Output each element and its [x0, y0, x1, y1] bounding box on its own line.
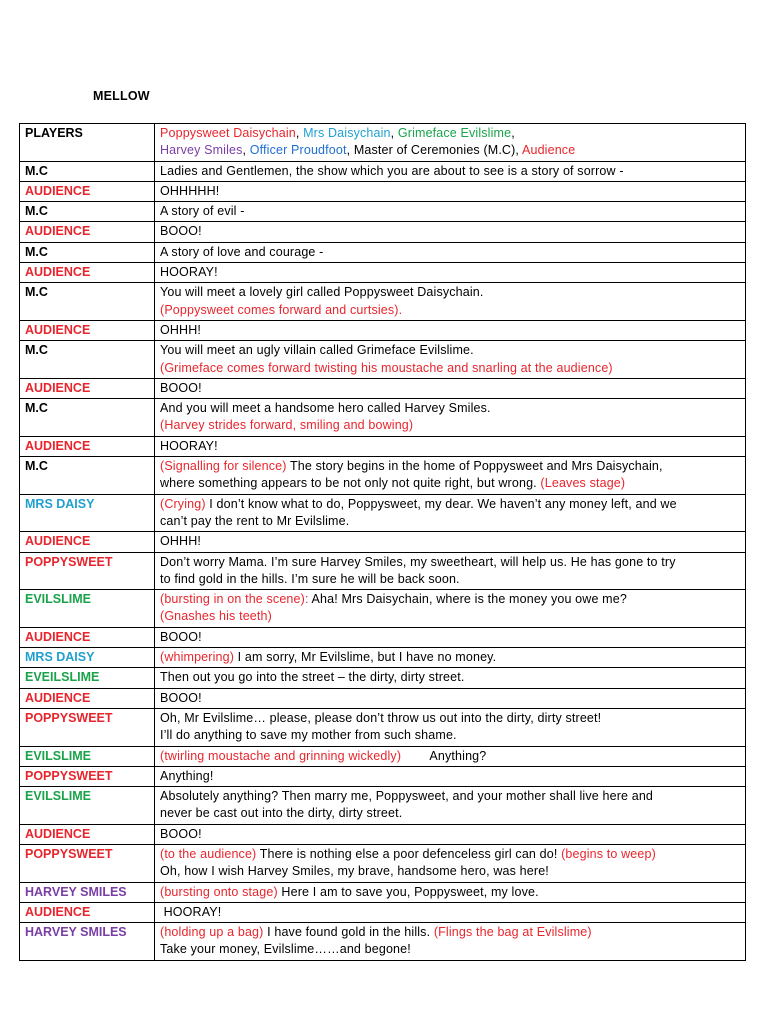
line-text — [160, 400, 741, 417]
line-segment: BOOO! — [160, 380, 202, 395]
line-text — [160, 788, 741, 805]
line-text — [160, 475, 741, 492]
script-row — [20, 824, 746, 844]
line-text — [160, 904, 741, 921]
speaker-cell: M.C — [20, 341, 155, 379]
line-text — [160, 649, 741, 666]
script-row — [20, 766, 746, 786]
line-segment: OHHH! — [160, 322, 202, 337]
line-segment: The story begins in the home of Poppysweet and Mrs Daisychain, — [286, 459, 663, 474]
line-text — [160, 629, 741, 646]
speaker-cell: POPPYSWEET — [20, 552, 155, 590]
line-segment: And you will meet a handsome hero called Harvey Smiles. — [160, 401, 491, 416]
script-row — [20, 688, 746, 708]
script-row — [20, 494, 746, 532]
line-cell — [155, 648, 746, 668]
speaker-cell: AUDIENCE — [20, 378, 155, 398]
line-text — [160, 380, 741, 397]
line-text — [160, 125, 741, 142]
line-segment: where something appears to be not only not quite right, but wrong. — [160, 476, 541, 491]
line-text — [160, 768, 741, 785]
line-text — [160, 669, 741, 686]
line-segment: I am sorry, Mr Evilslime, but I have no money. — [234, 650, 497, 665]
script-row — [20, 124, 746, 162]
line-cell — [155, 708, 746, 746]
script-row — [20, 320, 746, 340]
line-text — [160, 203, 741, 220]
speaker-cell: AUDIENCE — [20, 181, 155, 201]
line-cell — [155, 242, 746, 262]
line-text — [160, 513, 741, 530]
line-text — [160, 533, 741, 550]
line-segment: , Master of Ceremonies (M.C), — [346, 143, 522, 158]
stage-direction: (Harvey strides forward, smiling and bowing) — [160, 418, 414, 433]
stage-direction: (holding up a bag) — [160, 925, 264, 940]
speaker-cell: AUDIENCE — [20, 824, 155, 844]
script-row — [20, 436, 746, 456]
line-text — [160, 142, 741, 159]
line-cell — [155, 688, 746, 708]
line-segment: I have found gold in the hills. — [263, 925, 434, 940]
line-segment: Aha! Mrs Daisychain, where is the money you owe me? — [308, 592, 627, 607]
line-text — [160, 417, 741, 434]
stage-direction: (to the audience) — [160, 846, 257, 861]
script-row — [20, 923, 746, 961]
line-segment: Anything? — [401, 748, 487, 763]
line-cell — [155, 552, 746, 590]
script-row — [20, 242, 746, 262]
line-cell — [155, 902, 746, 922]
line-text — [160, 244, 741, 261]
script-row — [20, 668, 746, 688]
line-segment: HOORAY! — [160, 904, 222, 919]
speaker-cell: AUDIENCE — [20, 436, 155, 456]
line-cell — [155, 263, 746, 283]
line-cell — [155, 766, 746, 786]
speaker-cell: M.C — [20, 161, 155, 181]
stage-direction: (whimpering) — [160, 650, 235, 665]
script-row — [20, 708, 746, 746]
line-segment: Don’t worry Mama. I’m sure Harvey Smiles, my sweetheart, will help us. He has gone to try — [160, 554, 676, 569]
speaker-cell: AUDIENCE — [20, 532, 155, 552]
line-text — [160, 183, 741, 200]
line-cell — [155, 627, 746, 647]
script-row — [20, 202, 746, 222]
speaker-cell: HARVEY SMILES — [20, 923, 155, 961]
line-segment: I’ll do anything to save my mother from such shame. — [160, 728, 457, 743]
line-text — [160, 438, 741, 455]
line-text — [160, 322, 741, 339]
line-text — [160, 941, 741, 958]
speaker-cell: EVILSLIME — [20, 746, 155, 766]
line-segment: Ladies and Gentlemen, the show which you are about to see is a story of sorrow - — [160, 163, 624, 178]
script-row — [20, 457, 746, 495]
speaker-cell: AUDIENCE — [20, 320, 155, 340]
script-row — [20, 399, 746, 437]
line-segment: A story of love and courage - — [160, 244, 324, 259]
line-cell — [155, 824, 746, 844]
line-cell — [155, 844, 746, 882]
line-segment: to find gold in the hills. I’m sure he will be back soon. — [160, 571, 460, 586]
line-segment: BOOO! — [160, 690, 202, 705]
line-segment: Oh, Mr Evilslime… please, please don’t throw us out into the dirty, dirty street! — [160, 710, 602, 725]
line-text — [160, 863, 741, 880]
line-segment: HOORAY! — [160, 265, 218, 280]
speaker-cell: AUDIENCE — [20, 263, 155, 283]
line-segment: Officer Proudfoot — [249, 143, 347, 158]
speaker-cell: POPPYSWEET — [20, 766, 155, 786]
speaker-cell: M.C — [20, 242, 155, 262]
line-text — [160, 496, 741, 513]
line-segment: Absolutely anything? Then marry me, Poppysweet, and your mother shall live here and — [160, 789, 654, 804]
stage-direction: (begins to weep) — [561, 846, 656, 861]
line-cell — [155, 222, 746, 242]
speaker-cell: M.C — [20, 399, 155, 437]
line-text — [160, 924, 741, 941]
script-row — [20, 283, 746, 321]
line-text — [160, 360, 741, 377]
page-title: MELLOW — [93, 89, 150, 103]
line-segment: Poppysweet Daisychain — [160, 126, 296, 140]
script-row — [20, 378, 746, 398]
speaker-cell: EVILSLIME — [20, 590, 155, 628]
speaker-cell: M.C — [20, 457, 155, 495]
stage-direction: (bursting in on the scene): — [160, 592, 309, 607]
line-cell — [155, 341, 746, 379]
speaker-cell: POPPYSWEET — [20, 708, 155, 746]
line-text — [160, 884, 741, 901]
speaker-cell: HARVEY SMILES — [20, 882, 155, 902]
speaker-cell: POPPYSWEET — [20, 844, 155, 882]
line-cell — [155, 436, 746, 456]
line-cell — [155, 202, 746, 222]
line-segment: , — [511, 126, 515, 140]
script-row — [20, 532, 746, 552]
line-cell — [155, 320, 746, 340]
line-cell — [155, 399, 746, 437]
line-segment: Oh, how I wish Harvey Smiles, my brave, handsome hero, was here! — [160, 864, 549, 879]
line-text — [160, 163, 741, 180]
stage-direction: (twirling moustache and grinning wickedly) — [160, 748, 402, 763]
line-segment: Harvey Smiles — [160, 143, 243, 158]
line-text — [160, 554, 741, 571]
speaker-cell: AUDIENCE — [20, 222, 155, 242]
line-text — [160, 727, 741, 744]
line-text — [160, 591, 741, 608]
line-cell — [155, 532, 746, 552]
line-cell — [155, 283, 746, 321]
line-segment: can’t pay the rent to Mr Evilslime. — [160, 513, 350, 528]
line-cell — [155, 378, 746, 398]
line-segment: , — [295, 126, 304, 140]
speaker-cell: AUDIENCE — [20, 688, 155, 708]
script-row — [20, 263, 746, 283]
line-cell — [155, 787, 746, 825]
script-row — [20, 648, 746, 668]
script-row — [20, 590, 746, 628]
stage-direction: (Leaves stage) — [540, 476, 626, 491]
script-row — [20, 746, 746, 766]
line-segment: OHHHHH! — [160, 183, 220, 198]
line-segment: OHHH! — [160, 534, 202, 549]
line-text — [160, 302, 741, 319]
line-cell — [155, 923, 746, 961]
speaker-cell: AUDIENCE — [20, 627, 155, 647]
line-cell — [155, 457, 746, 495]
line-segment: Grimeface Evilslime — [397, 126, 512, 140]
script-row — [20, 787, 746, 825]
line-segment: Here I am to save you, Poppysweet, my love. — [277, 884, 539, 899]
script-row — [20, 627, 746, 647]
script-row — [20, 882, 746, 902]
script-table — [19, 123, 746, 961]
script-row — [20, 902, 746, 922]
line-segment: Take your money, Evilslime……and begone! — [160, 942, 411, 957]
stage-direction: (bursting onto stage) — [160, 884, 278, 899]
line-segment: never be cast out into the dirty, dirty street. — [160, 806, 403, 821]
speaker-cell: M.C — [20, 283, 155, 321]
line-text — [160, 748, 741, 765]
line-segment: Anything! — [160, 768, 214, 783]
line-segment: BOOO! — [160, 629, 202, 644]
stage-direction: (Grimeface comes forward twisting his moustache and snarling at the audience) — [160, 360, 613, 375]
stage-direction: (Flings the bag at Evilslime) — [433, 925, 592, 940]
line-text — [160, 805, 741, 822]
speaker-cell: PLAYERS — [20, 124, 155, 162]
speaker-cell: MRS DAISY — [20, 494, 155, 532]
line-segment: There is nothing else a poor defenceless girl can do! — [256, 846, 562, 861]
line-text — [160, 458, 741, 475]
line-cell — [155, 882, 746, 902]
speaker-cell: M.C — [20, 202, 155, 222]
script-row — [20, 181, 746, 201]
line-segment: , — [390, 126, 398, 140]
line-segment: You will meet an ugly villain called Grimeface Evilslime. — [160, 343, 474, 358]
line-segment: BOOO! — [160, 826, 202, 841]
script-row — [20, 844, 746, 882]
line-cell — [155, 181, 746, 201]
line-text — [160, 223, 741, 240]
script-row — [20, 161, 746, 181]
speaker-cell: EVILSLIME — [20, 787, 155, 825]
line-text — [160, 690, 741, 707]
line-segment: Audience — [521, 143, 576, 158]
line-text — [160, 826, 741, 843]
line-cell — [155, 746, 746, 766]
line-text — [160, 846, 741, 863]
line-segment: Mrs Daisychain — [303, 126, 391, 140]
script-row — [20, 341, 746, 379]
line-segment: HOORAY! — [160, 438, 218, 453]
line-segment: I don’t know what to do, Poppysweet, my dear. We haven’t any money left, and we — [205, 496, 677, 511]
line-segment: , — [242, 143, 250, 158]
line-text — [160, 608, 741, 625]
script-table-body — [20, 124, 746, 961]
line-text — [160, 710, 741, 727]
speaker-cell: MRS DAISY — [20, 648, 155, 668]
script-row — [20, 222, 746, 242]
line-text — [160, 284, 741, 301]
line-text — [160, 571, 741, 588]
line-segment: Then out you go into the street – the dirty, dirty street. — [160, 670, 465, 685]
speaker-cell: AUDIENCE — [20, 902, 155, 922]
line-cell — [155, 668, 746, 688]
line-segment: You will meet a lovely girl called Poppysweet Daisychain. — [160, 285, 484, 300]
speaker-cell: EVEILSLIME — [20, 668, 155, 688]
line-cell — [155, 494, 746, 532]
line-cell — [155, 590, 746, 628]
line-segment: BOOO! — [160, 224, 202, 239]
line-text — [160, 342, 741, 359]
line-text — [160, 264, 741, 281]
line-cell — [155, 161, 746, 181]
stage-direction: (Gnashes his teeth) — [160, 609, 272, 624]
script-row — [20, 552, 746, 590]
stage-direction: (Poppysweet comes forward and curtsies). — [160, 302, 403, 317]
line-segment: A story of evil - — [160, 204, 245, 219]
stage-direction: (Crying) — [160, 496, 206, 511]
stage-direction: (Signalling for silence) — [160, 459, 287, 474]
line-cell — [155, 124, 746, 162]
